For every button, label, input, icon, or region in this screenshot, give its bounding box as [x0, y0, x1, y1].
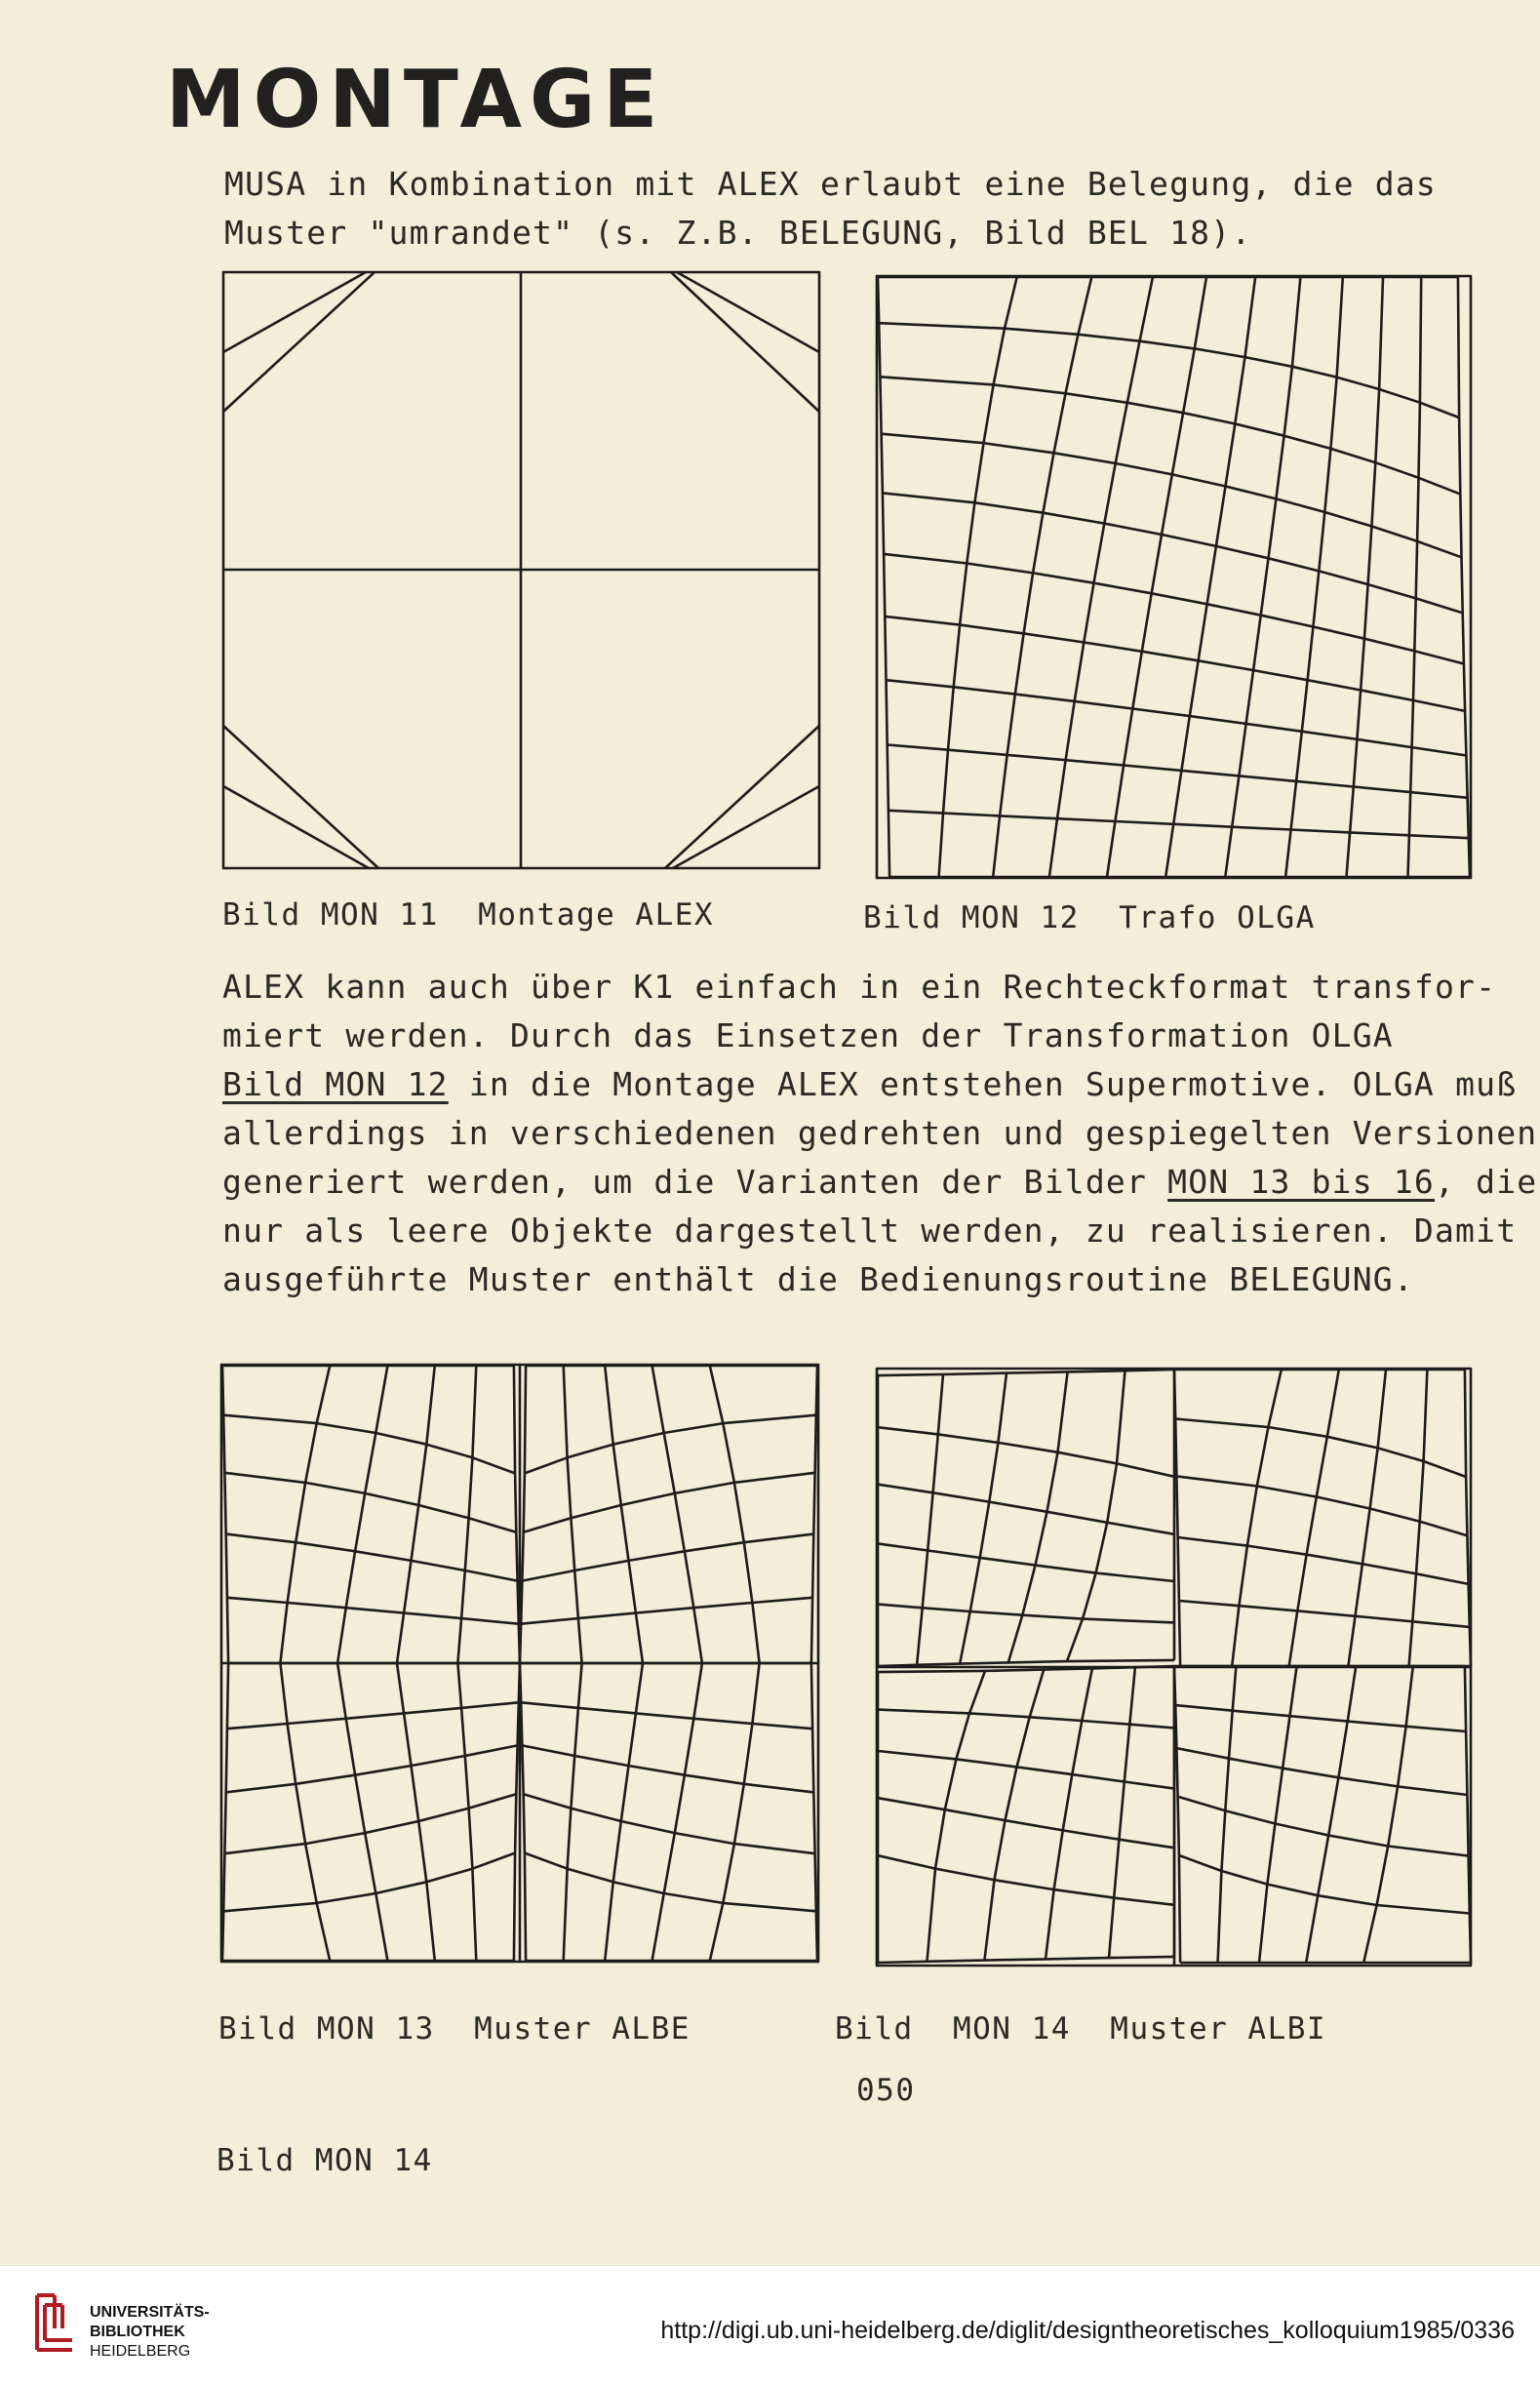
olga-column-line [878, 277, 889, 877]
body-line-7: ausgeführte Muster enthält die Bedienungsroutine BELEGUNG. [222, 1260, 1414, 1298]
albe-q1-row-line [522, 1534, 813, 1581]
albe-q3-column-line [652, 1663, 702, 1961]
figure-mon-11-montage-alex [222, 271, 822, 871]
albe-q3-row-line [522, 1745, 813, 1792]
albe-q1-column-line [710, 1366, 760, 1663]
library-name-line-1: UNIVERSITÄTS- [90, 2304, 210, 2321]
body-line-5-end: , die [1435, 1163, 1538, 1201]
body-line-5-text: generiert werden, um die Varianten der Bilder [222, 1163, 1168, 1201]
intro-line-2: Muster "umrandet" (s. Z.B. BELEGUNG, Bild BEL 18). [224, 214, 1252, 252]
olga-row-line [880, 377, 1460, 494]
figure-mon-13-muster-albe [220, 1364, 820, 1964]
albi-q2-column-line [878, 1751, 1174, 1789]
albe-q3-column-line [811, 1663, 817, 1961]
olga-row-line [887, 680, 1467, 755]
albe-q0-row-line [224, 1473, 516, 1532]
albe-q2-column-line [280, 1663, 330, 1961]
albi-q0-column-line [878, 1543, 1174, 1581]
olga-row-line [885, 616, 1465, 711]
albi-q1-row-line [1179, 1601, 1470, 1627]
albi-q3-row-line [1178, 1797, 1469, 1856]
albi-q2-row-line [1109, 1667, 1135, 1958]
link-bild-mon-12: Bild MON 12 [222, 1065, 449, 1103]
library-name-line-3: HEIDELBERG [90, 2343, 191, 2360]
body-line-5 [222, 1163, 1538, 1201]
albe-q1-column-line [652, 1366, 702, 1663]
albe-q2-column-line [222, 1663, 228, 1961]
source-url-link[interactable]: http://digi.ub.uni-heidelberg.de/diglit/designtheoretisches_kolloquium1985/0336 [660, 2317, 1515, 2344]
albi-q3-row-line [1176, 1748, 1467, 1795]
albe-q2-row-line [226, 1745, 518, 1792]
albe-q1-row-line [524, 1473, 815, 1532]
albi-q1-column-line [1232, 1370, 1282, 1666]
albe-q2-row-line [224, 1794, 516, 1853]
caption-mon-14: Bild MON 14 Muster ALBI [835, 2011, 1327, 2047]
albe-q3-row-line [521, 1702, 812, 1729]
albi-q3-column-line [1259, 1666, 1297, 1963]
albi-q2-column-line [878, 1855, 1174, 1905]
albi-q0-column-line [878, 1427, 1174, 1477]
albi-q0-column-line [878, 1485, 1174, 1534]
albe-q2-row-line [227, 1702, 519, 1729]
albi-q0-row-line [917, 1374, 943, 1665]
albi-q2-row-line [1046, 1668, 1092, 1959]
intro-line-1: MUSA in Kombination mit ALEX erlaubt eine Belegung, die das [224, 165, 1437, 203]
caption-mon-12: Bild MON 12 Trafo OLGA [863, 900, 1316, 935]
library-name-line-2: BIBLIOTHEK [90, 2324, 185, 2340]
body-line-2: miert werden. Durch das Einsetzen der Transformation OLGA [222, 1016, 1394, 1054]
olga-row-line [879, 323, 1459, 417]
albe-q1-row-line [521, 1598, 812, 1624]
figure-mon-12-trafo-olga [876, 275, 1473, 880]
library-name [90, 2303, 210, 2362]
olga-column-line [1107, 277, 1206, 877]
albi-q3-column-line [1306, 1666, 1356, 1963]
albe-q0-column-line [222, 1366, 228, 1663]
albi-q1-row-line [1178, 1537, 1469, 1584]
footer-bar [0, 2265, 1540, 2385]
link-mon-13-bis-16: MON 13 bis 16 [1167, 1163, 1436, 1201]
bottom-note: Bild MON 14 [217, 2143, 433, 2178]
albi-q0-row-line [960, 1373, 1007, 1664]
albe-q3-column-line [605, 1663, 643, 1961]
ub-heidelberg-logo-icon [29, 2289, 80, 2356]
page-heading: MONTAGE [166, 54, 666, 146]
albe-q0-row-line [227, 1598, 519, 1624]
body-line-3-text: in die Montage ALEX entstehen Supermotive. OLGA muß [448, 1065, 1518, 1103]
olga-row-line [884, 554, 1464, 664]
figure-mon-14-muster-albi [876, 1368, 1473, 1968]
olga-column-line [993, 277, 1091, 877]
albi-q1-column-line [1289, 1370, 1339, 1666]
olga-column-line [1165, 277, 1255, 877]
albe-q3-row-line [524, 1794, 815, 1853]
albi-q2-column-line [878, 1957, 1174, 1963]
albi-q2-row-line [984, 1670, 1044, 1961]
albe-q1-column-line [605, 1366, 643, 1663]
body-line-4: allerdings in verschiedenen gedrehten und gespiegelten Versionen [222, 1114, 1538, 1152]
olga-row-line [888, 811, 1469, 838]
caption-mon-13: Bild MON 13 Muster ALBE [218, 2011, 691, 2047]
albe-q1-column-line [811, 1366, 817, 1663]
albi-q3-row-line [1175, 1705, 1466, 1731]
albi-q0-column-line [878, 1660, 1174, 1666]
albi-q0-row-line [1008, 1371, 1068, 1662]
albe-q3-column-line [710, 1663, 760, 1961]
olga-column-line [1458, 277, 1470, 877]
albi-q2-column-line [878, 1798, 1174, 1848]
albe-q0-column-line [280, 1366, 330, 1663]
albe-q2-column-line [397, 1663, 435, 1961]
albi-q0-column-line [878, 1370, 1174, 1375]
albe-q2-column-line [337, 1663, 387, 1961]
page-number: 050 [856, 2073, 916, 2108]
albe-q0-column-line [337, 1366, 387, 1663]
caption-mon-11: Bild MON 11 Montage ALEX [222, 897, 715, 933]
body-line-6: nur als leere Objekte dargestellt werden, zu realisieren. Damit [222, 1212, 1518, 1250]
albi-q3-column-line [1363, 1666, 1413, 1963]
olga-row-line [883, 493, 1463, 613]
albe-q0-row-line [226, 1534, 518, 1581]
albe-q0-column-line [397, 1366, 435, 1663]
body-line-3 [222, 1065, 1518, 1103]
body-line-1: ALEX kann auch über K1 einfach in ein Rechteckformat transfor- [222, 968, 1497, 1006]
albi-q1-row-line [1176, 1476, 1467, 1535]
olga-column-line [939, 277, 1017, 877]
olga-column-line [1408, 277, 1422, 877]
albi-q1-column-line [1348, 1370, 1386, 1666]
